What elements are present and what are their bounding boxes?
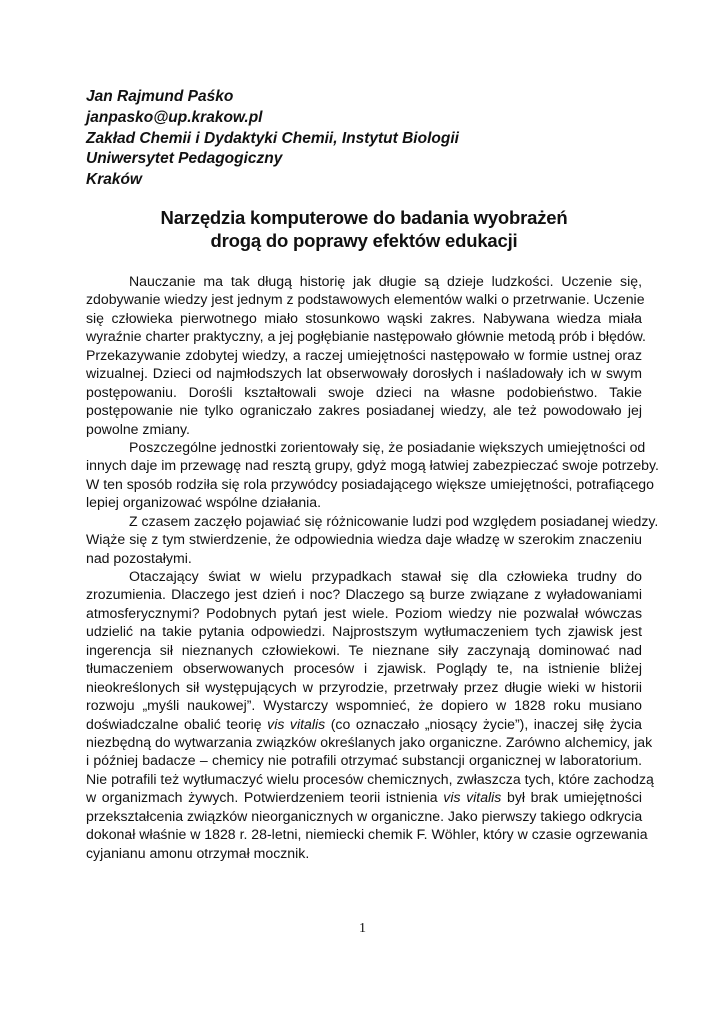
text-line: W ten sposób rodziła się rola przywódcy posiadającego większe umiejętności, potrafiącego xyxy=(86,475,654,492)
text-line: lepiej organizować wspólne działania. xyxy=(86,494,322,511)
italic-term: vis vitalis xyxy=(267,715,326,732)
text-line: postępowanie nie tylko ograniczało zakres posiadanej wiedzy, ale też powodowało jej xyxy=(86,402,642,419)
paragraph xyxy=(86,512,659,567)
text-run: w organizmach żywych. Potwierdzeniem teorii istnienia xyxy=(86,789,444,806)
text-line: i później badacze – chemicy nie potrafili otrzymać substancji organicznej w laboratorium. xyxy=(86,752,642,769)
text-line: postępowaniu. Dorośli kształtowali swoje dzieci na własne podobieństwo. Takie xyxy=(86,383,642,400)
text-line: wizualnej. Dzieci od najmłodszych lat obserwowały dorosłych i naśladowały ich w swym xyxy=(86,365,642,382)
paragraph xyxy=(86,272,646,438)
text-line: ingerencja sił nieznanych człowiekowi. Te nieznane siły zaczynają dominować nad xyxy=(86,641,642,658)
text-line: nad pozostałymi. xyxy=(86,549,192,566)
title-line-1: Narzędzia komputerowe do badania wyobrażeń xyxy=(160,207,568,228)
text-line: cyjanianu amonu otrzymał mocznik. xyxy=(86,844,310,861)
text-line: innych daje im przewagę nad resztą grupy, gdyż mogą łatwiej zabezpieczać swoje potrzeby. xyxy=(86,457,659,474)
text-line: niezbędną do wytwarzania związków określanych jako organiczne. Zarówno alchemicy, jak xyxy=(86,733,653,750)
text-line: Przekazywanie zdobytej wiedzy, a raczej umiejętności następowało w formie ustnej oraz xyxy=(86,346,642,363)
text-line: dokonał właśnie w 1828 r. 28-letni, niemiecki chemik F. Wöhler, który w czasie ogrzewania xyxy=(86,826,648,843)
author-department: Zakład Chemii i Dydaktyki Chemii, Instytut Biologii xyxy=(86,129,459,147)
text-line: wyraźnie charter praktyczny, a jej pogłębianie następowało głównie metodą prób i błędów. xyxy=(86,328,646,345)
author-university: Uniwersytet Pedagogiczny xyxy=(86,150,283,168)
text-line: Nie potrafili też wytłumaczyć wielu procesów chemicznych, zwłaszcza tych, które zachodzą xyxy=(86,770,654,787)
text-line xyxy=(86,788,642,806)
paragraph xyxy=(86,567,654,862)
text-line: Nauczanie ma tak długą historię jak długie są dzieje ludzkości. Uczenie się, xyxy=(129,273,642,289)
text-line: się człowieka pierwotnego miało stosunkowo wąski zakres. Nabywana wiedza miała xyxy=(86,309,642,326)
text-line: Z czasem zaczęło pojawiać się różnicowanie ludzi pod względem posiadanej wiedzy. xyxy=(129,512,659,529)
paragraph xyxy=(86,438,659,512)
body-text xyxy=(86,272,659,862)
text-line: tłumaczeniem obserwowanych procesów i zjawisk. Poglądy te, na istnienie bliżej xyxy=(86,660,642,677)
text-line: atmosferycznymi? Podobnych pytań jest wiele. Poziom wiedzy nie pozwalał wówczas xyxy=(86,604,642,621)
text-line: zdobywanie wiedzy jest jednym z podstawowych elementów walki o przetrwanie. Uczenie xyxy=(86,291,645,308)
author-block xyxy=(86,87,646,191)
text-line: nieokreślonych sił występujących w przyrodzie, przetrwały przez długie wieki w historii xyxy=(86,678,642,695)
text-line: Wiąże się z tym stwierdzenie, że odpowiednia wiedza daje władzę w szerokim znaczeniu xyxy=(86,531,642,548)
author-email: janpasko@up.krakow.pl xyxy=(86,108,263,126)
text-line xyxy=(86,715,642,733)
text-line: udzielić na takie pytania odpowiedzi. Najprostszym wytłumaczeniem tych zjawisk jest xyxy=(86,623,642,640)
text-line: przekształcenia związków nieorganicznych w organiczne. Jako pierwszy takiego odkrycia xyxy=(86,807,643,824)
text-line: zrozumienia. Dlaczego jest dzień i noc? Dlaczego są burze związane z wyładowaniami xyxy=(86,586,642,603)
author-name: Jan Rajmund Paśko xyxy=(86,88,234,105)
text-run: (co oznaczało „niosący życie”), inaczej siłę życia xyxy=(325,715,642,732)
title-line-2: drogą do poprawy efektów edukacji xyxy=(210,230,518,251)
text-line: Poszczególne jednostki zorientowały się, że posiadanie większych umiejętności od xyxy=(129,438,646,455)
page-number: 1 xyxy=(359,921,366,936)
text-run: doświadczalne obalić teorię xyxy=(86,715,268,732)
paper-title xyxy=(86,206,642,252)
author-city: Kraków xyxy=(86,171,142,189)
text-line: rozwoju „myśli naukowej”. Wystarczy wspomnieć, że dopiero w 1828 roku musiano xyxy=(86,697,642,714)
text-line: powolne zmiany. xyxy=(86,420,190,437)
text-run: był brak umiejętności xyxy=(501,789,642,806)
italic-term: vis vitalis xyxy=(443,789,502,806)
text-line: Otaczający świat w wielu przypadkach stawał się dla człowieka trudny do xyxy=(129,568,642,584)
